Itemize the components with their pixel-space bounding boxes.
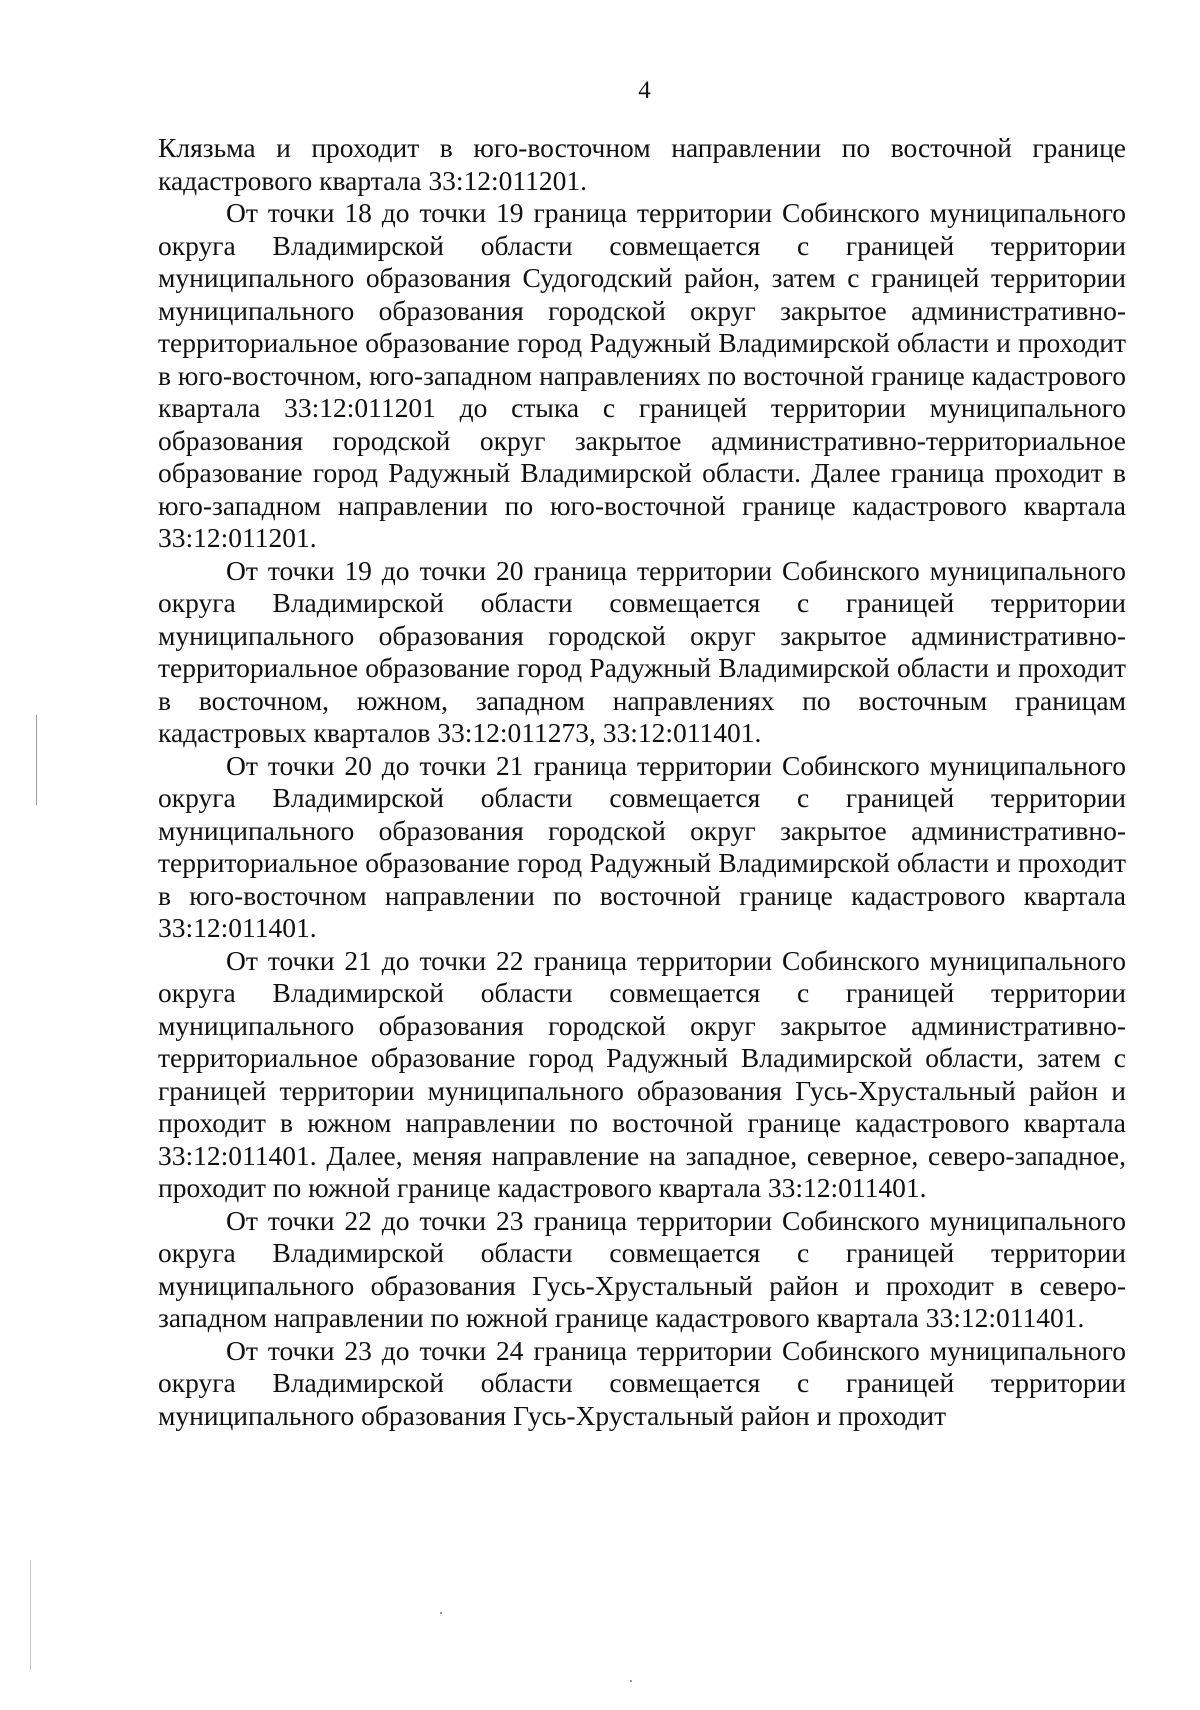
document-body <box>158 132 1126 1432</box>
scan-artifact-dot <box>440 1612 442 1614</box>
scan-artifact-dot <box>630 1680 632 1682</box>
paragraph-point-18-19: От точки 18 до точки 19 граница территории Собинского муниципального округа Владимирской области совмещается с границей территории муниципального образования Судогодский район, затем с границей территории муниципального образования городской округ закрытое административно-территориальное образование город Радужный Владимирской области и проходит в юго-восточном, юго-западном направлениях по восточной границе кадастрового квартала 33:12:011201 до стыка с границей территории муниципального образования городской округ закрытое административно-территориальное образование город Радужный Владимирской области. Далее граница проходит в юго-западном направлении по юго-восточной границе кадастрового квартала 33:12:011201. <box>158 197 1126 553</box>
paragraph-point-23-24: От точки 23 до точки 24 граница территории Собинского муниципального округа Владимирской области совмещается с границей территории муниципального образования Гусь-Хрустальный район и проходит <box>158 1334 1126 1431</box>
scan-artifact-line <box>30 1560 31 1670</box>
paragraph-point-19-20: От точки 19 до точки 20 граница территории Собинского муниципального округа Владимирской области совмещается с границей территории муниципального образования городской округ закрытое административно-территориальное образование город Радужный Владимирской области и проходит в восточном, южном, западном направлениях по восточным границам кадастровых кварталов 33:12:011273, 33:12:011401. <box>158 554 1126 748</box>
paragraph-continuation: Клязьма и проходит в юго-восточном направлении по восточной границе кадастрового квартала 33:12:011201. <box>158 132 1126 196</box>
paragraph-point-22-23: От точки 22 до точки 23 граница территории Собинского муниципального округа Владимирской области совмещается с границей территории муниципального образования Гусь-Хрустальный район и проходит в северо-западном направлении по южной границе кадастрового квартала 33:12:011401. <box>158 1204 1126 1333</box>
paragraph-point-20-21: От точки 20 до точки 21 граница территории Собинского муниципального округа Владимирской области совмещается с границей территории муниципального образования городской округ закрытое административно-территориальное образование город Радужный Владимирской области и проходит в юго-восточном направлении по восточной границе кадастрового квартала 33:12:011401. <box>158 749 1126 943</box>
scan-artifact-line <box>36 715 37 805</box>
paragraph-point-21-22: От точки 21 до точки 22 граница территории Собинского муниципального округа Владимирской области совмещается с границей территории муниципального образования городской округ закрытое административно-территориальное образование город Радужный Владимирской области, затем с границей территории муниципального образования Гусь-Хрустальный район и проходит в южном направлении по восточной границе кадастрового квартала 33:12:011401. Далее, меняя направление на западное, северное, северо-западное, проходит по южной границе кадастрового квартала 33:12:011401. <box>158 944 1126 1203</box>
page-number: 4 <box>638 77 651 104</box>
